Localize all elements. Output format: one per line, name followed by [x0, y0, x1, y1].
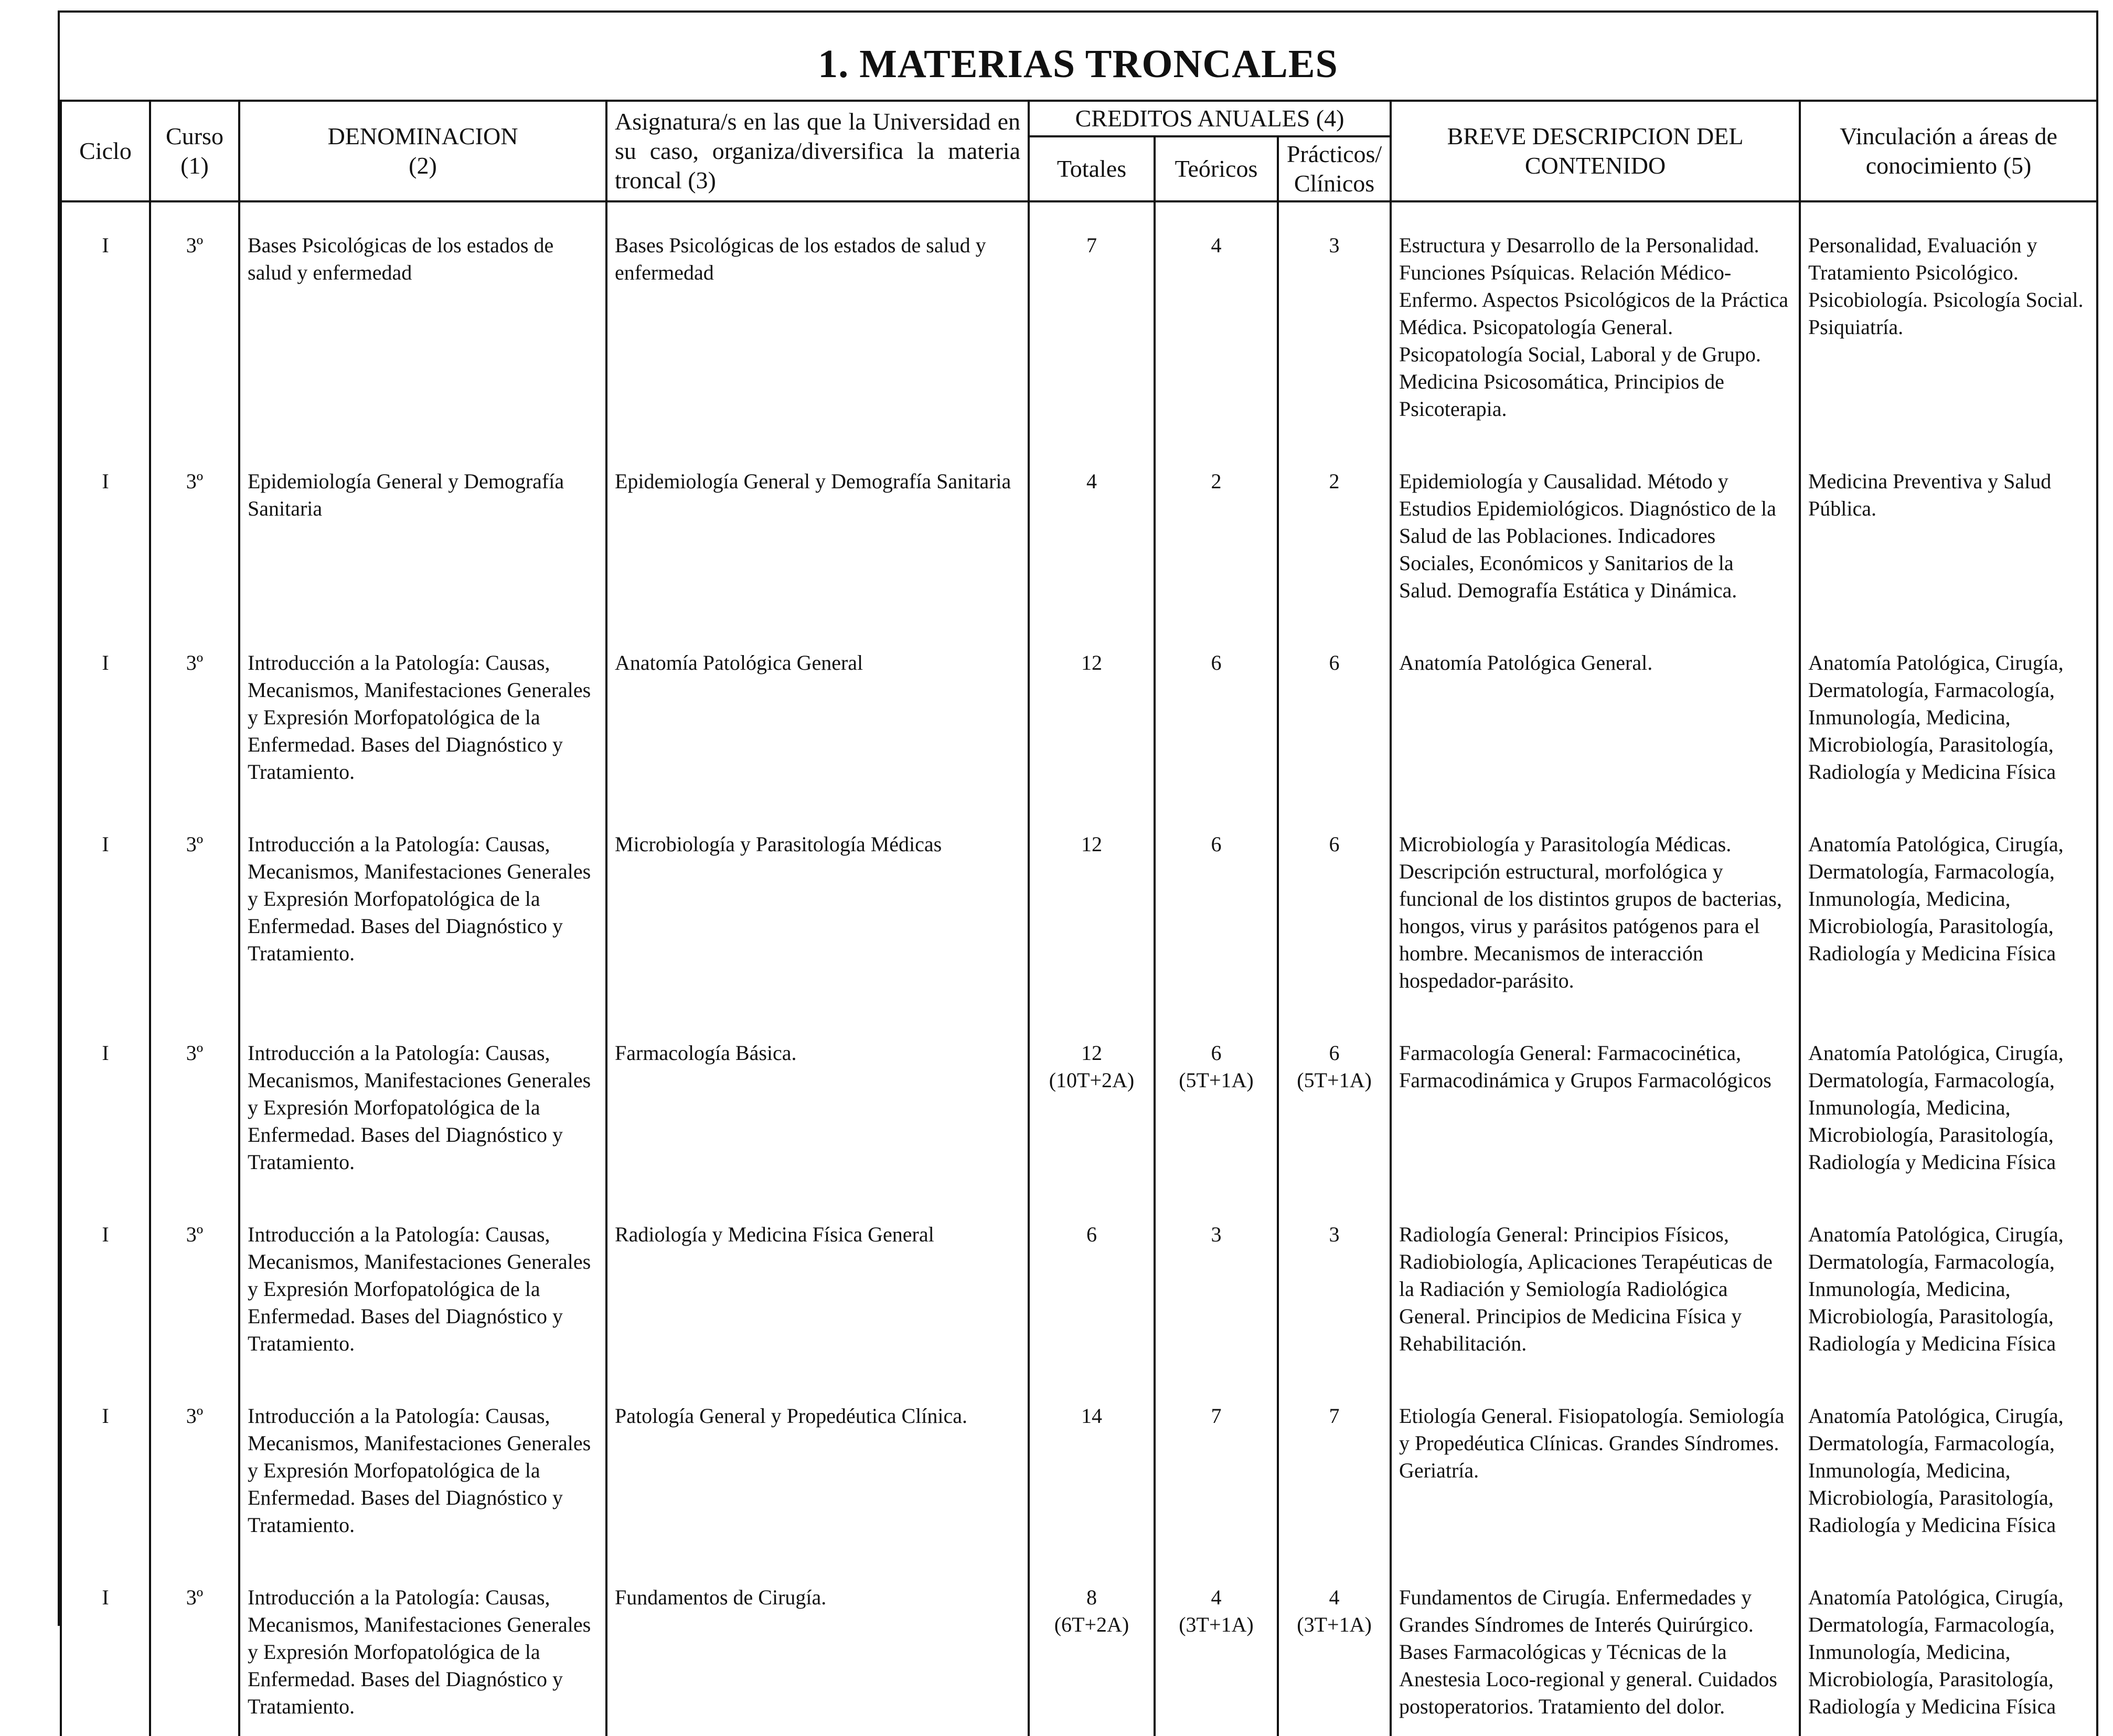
cell-denominacion-value: Epidemiología General y Demografía Sanitaria: [248, 469, 564, 520]
table-row: [61, 201, 2097, 438]
cell-totales-value: 4: [1086, 469, 1097, 493]
cell-curso-value: 3º: [186, 1223, 204, 1246]
cell-practicos: [1278, 1010, 1391, 1192]
cell-teoricos: [1155, 1555, 1278, 1736]
cell-ciclo-value: I: [102, 832, 109, 856]
cell-curso-value: 3º: [186, 469, 204, 493]
page-title: 1. MATERIAS TRONCALES: [818, 41, 1338, 86]
cell-totales: [1029, 201, 1155, 438]
header-denominacion: DENOMINACION (2): [239, 102, 606, 201]
cell-curso: [150, 801, 239, 1010]
cell-asignatura-value: Epidemiología General y Demografía Sanitaria: [615, 469, 1011, 493]
cell-teoricos: [1155, 1192, 1278, 1373]
cell-vinculacion: [1800, 201, 2097, 438]
cell-descripcion: [1391, 1010, 1800, 1192]
cell-vinculacion-value: Personalidad, Evaluación y Tratamiento Psicológico. Psicobiología. Psicología Social. Psiquiatría.: [1808, 233, 2084, 339]
header-teoricos: Teóricos: [1155, 136, 1278, 201]
cell-denominacion-value: Introducción a la Patología: Causas, Mecanismos, Manifestaciones Generales y Expresión Morfopatológica de la Enfermedad. Bases del Diagnóstico y Tratamiento.: [248, 1585, 591, 1718]
cell-teoricos: [1155, 801, 1278, 1010]
cell-ciclo: [61, 620, 150, 801]
title-band: [60, 13, 2096, 102]
cell-descripcion-value: Anatomía Patológica General.: [1399, 651, 1653, 674]
cell-asignatura-value: Bases Psicológicas de los estados de salud y enfermedad: [615, 233, 986, 284]
cell-totales-value: 7: [1086, 233, 1097, 257]
cell-totales-value: 12: [1081, 1041, 1102, 1065]
cell-asignatura: [606, 1555, 1029, 1736]
header-ciclo: Ciclo: [61, 102, 150, 201]
cell-teoricos-value: 2: [1211, 469, 1222, 493]
cell-denominacion: [239, 620, 606, 801]
cell-curso: [150, 1010, 239, 1192]
cell-totales-value: 12: [1081, 832, 1102, 856]
cell-vinculacion-value: Anatomía Patológica, Cirugía, Dermatología, Farmacología, Inmunología, Medicina, Microbiología, Parasitología, Radiología y Medicina Física: [1808, 1223, 2064, 1355]
cell-descripcion-value: Farmacología General: Farmacocinética, Farmacodinámica y Grupos Farmacológicos: [1399, 1041, 1771, 1092]
header-curso: Curso (1): [150, 102, 239, 201]
cell-denominacion: [239, 1555, 606, 1736]
cell-descripcion-value: Fundamentos de Cirugía. Enfermedades y Grandes Síndromes de Interés Quirúrgico. Bases Farmacológicas y Técnicas de la Anestesia Loco-regional y general. Cuidados postoperatorios. Tratamiento del dolor.: [1399, 1585, 1777, 1718]
table-row: [61, 1373, 2097, 1555]
cell-totales-breakdown: (10T+2A): [1049, 1068, 1135, 1092]
table-body: [61, 201, 2097, 1736]
cell-descripcion: [1391, 1373, 1800, 1555]
cell-vinculacion-value: Medicina Preventiva y Salud Pública.: [1808, 469, 2052, 520]
cell-curso: [150, 620, 239, 801]
cell-ciclo: [61, 201, 150, 438]
cell-teoricos-value: 4: [1211, 1585, 1222, 1609]
cell-curso-value: 3º: [186, 233, 204, 257]
cell-teoricos-breakdown: (3T+1A): [1179, 1613, 1254, 1636]
cell-practicos-value: 3: [1329, 1223, 1340, 1246]
cell-denominacion-value: Introducción a la Patología: Causas, Mecanismos, Manifestaciones Generales y Expresión Morfopatológica de la Enfermedad. Bases del Diagnóstico y Tratamiento.: [248, 832, 591, 965]
cell-ciclo-value: I: [102, 1585, 109, 1609]
cell-asignatura-value: Fundamentos de Cirugía.: [615, 1585, 827, 1609]
cell-practicos-value: 2: [1329, 469, 1340, 493]
cell-practicos-value: 3: [1329, 233, 1340, 257]
cell-curso: [150, 1373, 239, 1555]
cell-practicos-breakdown: (3T+1A): [1297, 1613, 1372, 1636]
cell-curso: [150, 1192, 239, 1373]
cell-curso-value: 3º: [186, 651, 204, 674]
cell-curso-value: 3º: [186, 1585, 204, 1609]
materias-table: [60, 102, 2098, 1736]
cell-curso: [150, 201, 239, 438]
cell-vinculacion: [1800, 438, 2097, 620]
cell-ciclo: [61, 438, 150, 620]
cell-teoricos: [1155, 1010, 1278, 1192]
cell-practicos: [1278, 801, 1391, 1010]
cell-practicos-value: 7: [1329, 1404, 1340, 1428]
header-creditos: CREDITOS ANUALES (4): [1029, 102, 1391, 136]
cell-descripcion: [1391, 801, 1800, 1010]
cell-teoricos: [1155, 201, 1278, 438]
cell-denominacion-value: Introducción a la Patología: Causas, Mecanismos, Manifestaciones Generales y Expresión Morfopatológica de la Enfermedad. Bases del Diagnóstico y Tratamiento.: [248, 1223, 591, 1355]
cell-practicos-breakdown: (5T+1A): [1297, 1068, 1372, 1092]
table-row: [61, 1010, 2097, 1192]
cell-asignatura-value: Farmacología Básica.: [615, 1041, 797, 1065]
document-sheet: [58, 10, 2098, 1718]
cell-vinculacion-value: Anatomía Patológica, Cirugía, Dermatología, Farmacología, Inmunología, Medicina, Microbiología, Parasitología, Radiología y Medicina Física: [1808, 1041, 2064, 1174]
cell-teoricos-value: 4: [1211, 233, 1222, 257]
cell-ciclo-value: I: [102, 233, 109, 257]
cell-practicos-value: 6: [1329, 832, 1340, 856]
cell-totales-breakdown: (6T+2A): [1054, 1613, 1129, 1636]
cell-asignatura: [606, 1192, 1029, 1373]
cell-asignatura-value: Patología General y Propedéutica Clínica.: [615, 1404, 968, 1428]
cell-ciclo: [61, 1010, 150, 1192]
cell-ciclo-value: I: [102, 1404, 109, 1428]
header-descripcion: BREVE DESCRIPCION DEL CONTENIDO: [1391, 102, 1800, 201]
cell-practicos: [1278, 1555, 1391, 1736]
cell-practicos-value: 6: [1329, 1041, 1340, 1065]
cell-vinculacion-value: Anatomía Patológica, Cirugía, Dermatología, Farmacología, Inmunología, Medicina, Microbiología, Parasitología, Radiología y Medicina Física: [1808, 832, 2064, 965]
cell-ciclo: [61, 1373, 150, 1555]
table-row: [61, 620, 2097, 801]
cell-denominacion: [239, 201, 606, 438]
cell-denominacion-value: Bases Psicológicas de los estados de salud y enfermedad: [248, 233, 554, 284]
cell-denominacion-value: Introducción a la Patología: Causas, Mecanismos, Manifestaciones Generales y Expresión Morfopatológica de la Enfermedad. Bases del Diagnóstico y Tratamiento.: [248, 1041, 591, 1174]
cell-denominacion: [239, 801, 606, 1010]
cell-descripcion-value: Radiología General: Principios Físicos, Radiobiología, Aplicaciones Terapéuticas de la Radiación y Semiología Radiológica General. Principios de Medicina Física y Rehabilitación.: [1399, 1223, 1773, 1355]
cell-teoricos-value: 6: [1211, 832, 1222, 856]
cell-ciclo-value: I: [102, 1041, 109, 1065]
cell-asignatura: [606, 201, 1029, 438]
cell-vinculacion-value: Anatomía Patológica, Cirugía, Dermatología, Farmacología, Inmunología, Medicina, Microbiología, Parasitología, Radiología y Medicina Física: [1808, 1585, 2064, 1718]
table-header: [61, 102, 2097, 201]
cell-descripcion-value: Etiología General. Fisiopatología. Semiología y Propedéutica Clínicas. Grandes Síndromes. Geriatría.: [1399, 1404, 1785, 1482]
header-vinculacion: Vinculación a áreas de conocimiento (5): [1800, 102, 2097, 201]
cell-ciclo-value: I: [102, 1223, 109, 1246]
cell-curso-value: 3º: [186, 1404, 204, 1428]
cell-totales-value: 6: [1086, 1223, 1097, 1246]
table-row: [61, 438, 2097, 620]
cell-asignatura-value: Radiología y Medicina Física General: [615, 1223, 934, 1246]
cell-asignatura: [606, 620, 1029, 801]
table-row: [61, 1555, 2097, 1736]
cell-practicos: [1278, 1373, 1391, 1555]
cell-practicos-value: 6: [1329, 651, 1340, 674]
cell-totales: [1029, 620, 1155, 801]
cell-teoricos-breakdown: (5T+1A): [1179, 1068, 1254, 1092]
table-row: [61, 1192, 2097, 1373]
cell-curso-value: 3º: [186, 1041, 204, 1065]
cell-descripcion: [1391, 1555, 1800, 1736]
cell-totales: [1029, 1192, 1155, 1373]
cell-vinculacion: [1800, 1373, 2097, 1555]
cell-vinculacion: [1800, 1192, 2097, 1373]
cell-asignatura: [606, 1373, 1029, 1555]
cell-descripcion: [1391, 438, 1800, 620]
cell-teoricos-value: 6: [1211, 1041, 1222, 1065]
cell-totales: [1029, 801, 1155, 1010]
cell-practicos: [1278, 620, 1391, 801]
cell-curso: [150, 438, 239, 620]
cell-totales-value: 8: [1086, 1585, 1097, 1609]
cell-totales: [1029, 1373, 1155, 1555]
cell-teoricos-value: 6: [1211, 651, 1222, 674]
cell-practicos: [1278, 438, 1391, 620]
cell-curso-value: 3º: [186, 832, 204, 856]
cell-descripcion-value: Estructura y Desarrollo de la Personalidad. Funciones Psíquicas. Relación Médico-Enfermo. Aspectos Psicológicos de la Práctica Médica. Psicopatología General. Psicopatología Social, Laboral y de Grupo. Medicina Psicosomática, Principios de Psicoterapia.: [1399, 233, 1789, 421]
cell-vinculacion: [1800, 1010, 2097, 1192]
cell-ciclo: [61, 801, 150, 1010]
cell-ciclo: [61, 1192, 150, 1373]
cell-vinculacion: [1800, 620, 2097, 801]
cell-denominacion-value: Introducción a la Patología: Causas, Mecanismos, Manifestaciones Generales y Expresión Morfopatológica de la Enfermedad. Bases del Diagnóstico y Tratamiento.: [248, 651, 591, 784]
cell-teoricos: [1155, 620, 1278, 801]
cell-totales: [1029, 438, 1155, 620]
cell-descripcion-value: Epidemiología y Causalidad. Método y Estudios Epidemiológicos. Diagnóstico de la Salud de las Poblaciones. Indicadores Sociales, Económicos y Sanitarios de la Salud. Demografía Estática y Dinámica.: [1399, 469, 1776, 602]
cell-vinculacion: [1800, 801, 2097, 1010]
cell-practicos: [1278, 201, 1391, 438]
cell-teoricos-value: 3: [1211, 1223, 1222, 1246]
cell-vinculacion: [1800, 1555, 2097, 1736]
cell-totales-value: 14: [1081, 1404, 1102, 1428]
cell-totales: [1029, 1555, 1155, 1736]
cell-vinculacion-value: Anatomía Patológica, Cirugía, Dermatología, Farmacología, Inmunología, Medicina, Microbiología, Parasitología, Radiología y Medicina Física: [1808, 1404, 2064, 1537]
cell-denominacion: [239, 1192, 606, 1373]
cell-descripcion: [1391, 201, 1800, 438]
cell-vinculacion-value: Anatomía Patológica, Cirugía, Dermatología, Farmacología, Inmunología, Medicina, Microbiología, Parasitología, Radiología y Medicina Física: [1808, 651, 2064, 784]
cell-teoricos-value: 7: [1211, 1404, 1222, 1428]
cell-denominacion: [239, 1373, 606, 1555]
cell-asignatura-value: Microbiología y Parasitología Médicas: [615, 832, 942, 856]
cell-asignatura-value: Anatomía Patológica General: [615, 651, 863, 674]
cell-asignatura: [606, 438, 1029, 620]
cell-denominacion: [239, 438, 606, 620]
cell-descripcion-value: Microbiología y Parasitología Médicas. Descripción estructural, morfológica y funcional de los distintos grupos de bacterias, hongos, virus y parásitos patógenos para el hombre. Mecanismos de interacción hospedador-parásito.: [1399, 832, 1782, 992]
cell-denominacion-value: Introducción a la Patología: Causas, Mecanismos, Manifestaciones Generales y Expresión Morfopatológica de la Enfermedad. Bases del Diagnóstico y Tratamiento.: [248, 1404, 591, 1537]
cell-asignatura: [606, 801, 1029, 1010]
cell-practicos-value: 4: [1329, 1585, 1340, 1609]
cell-teoricos: [1155, 1373, 1278, 1555]
cell-descripcion: [1391, 1192, 1800, 1373]
cell-teoricos: [1155, 438, 1278, 620]
cell-curso: [150, 1555, 239, 1736]
cell-ciclo: [61, 1555, 150, 1736]
header-practicos: Prácticos/ Clínicos: [1278, 136, 1391, 201]
table-row: [61, 801, 2097, 1010]
cell-ciclo-value: I: [102, 651, 109, 674]
header-totales: Totales: [1029, 136, 1155, 201]
header-asignatura: Asignatura/s en las que la Universidad en su caso, organiza/diversifica la materia troncal (3): [606, 102, 1029, 201]
cell-asignatura: [606, 1010, 1029, 1192]
cell-ciclo-value: I: [102, 469, 109, 493]
cell-descripcion: [1391, 620, 1800, 801]
cell-totales-value: 12: [1081, 651, 1102, 674]
cell-practicos: [1278, 1192, 1391, 1373]
cell-totales: [1029, 1010, 1155, 1192]
cell-denominacion: [239, 1010, 606, 1192]
